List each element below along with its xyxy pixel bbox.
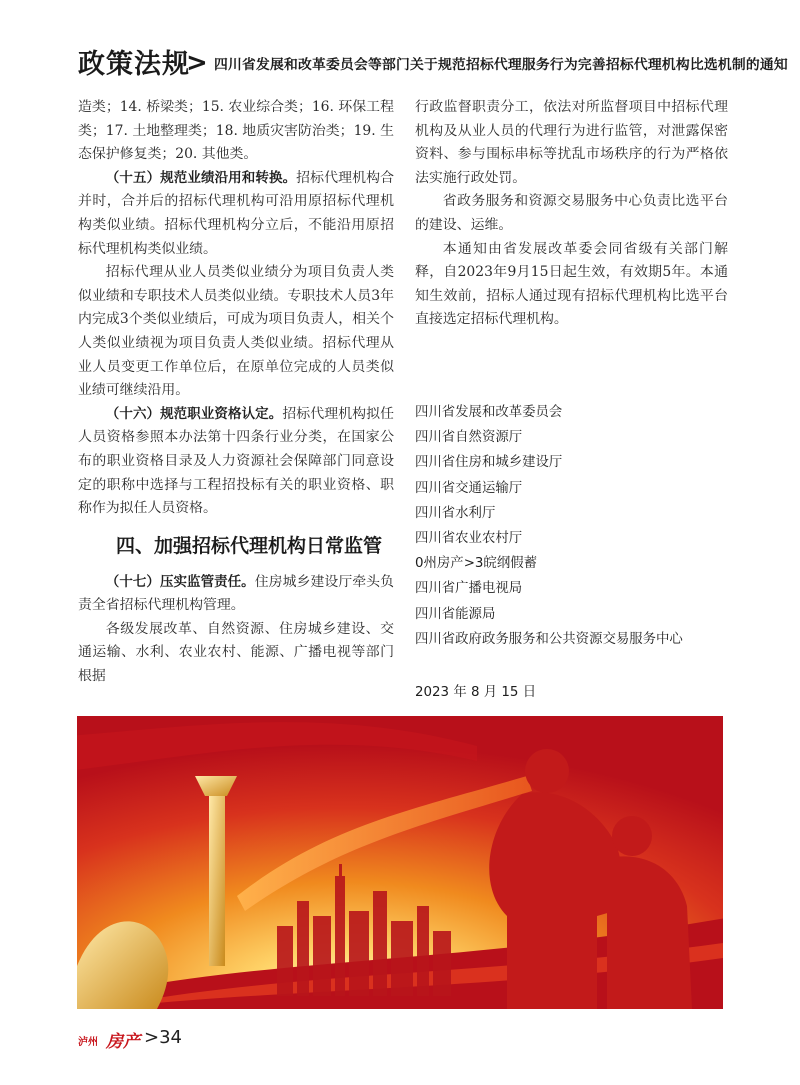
page-number: >34 [144, 1027, 182, 1048]
banner-illustration [77, 716, 723, 1009]
decorative-banner [77, 716, 723, 1009]
signatory: 四川省农业农村厅 [415, 531, 523, 547]
issue-date: 2023 年 8 月 15 日 [415, 685, 537, 700]
clause-15-heading: （十五）规范业绩沿用和转换。 [105, 169, 297, 186]
paragraph-performance: 招标代理从业人员类似业绩分为项目负责人类似业绩和专职技术人员类似业绩。专职技术人员3年内完成3个类似业绩后，可成为项目负责人，相关个人类似业绩视为项目负责人类似业绩。招标代理从业人员变更工作单位后，在原单位完成的人员类似业绩可继续沿用。 [78, 264, 394, 399]
paragraph-departments: 各级发展改革、自然资源、住房城乡建设、交通运输、水利、农业农村、能源、广播电视等部门根据 [78, 620, 394, 685]
paragraph-platform: 省政务服务和资源交易服务中心负责比选平台的建设、运维。 [415, 193, 728, 233]
magazine-brand-logo: 房产 [106, 1032, 140, 1052]
paragraph-17 [78, 571, 394, 618]
paragraph-16 [78, 403, 394, 521]
signatory: 四川省住房和城乡建设厅 [415, 455, 563, 471]
chevron-right-icon: > [186, 48, 208, 78]
signatory-list [415, 400, 755, 652]
paragraph-categories: 造类；14. 桥梁类；15. 农业综合类；16. 环保工程类；17. 土地整理类；18. 地质灾害防治类；19. 生态保护修复类；20. 其他类。 [78, 99, 394, 163]
signatory: 0州房产>3皖纲假蓄 [415, 556, 537, 572]
clause-15-text: 招标代理机构合并时，合并后的招标代理机构可沿用原招标代理机构类似业绩。招标代理机构分立后，不能沿用原招标代理机构类似业绩。 [78, 169, 394, 257]
left-column [78, 96, 394, 689]
document-title: 四川省发展和改革委员会等部门关于规范招标代理服务行为完善招标代理机构比选机制的通知 [214, 57, 788, 73]
signatory: 四川省广播电视局 [415, 581, 523, 597]
clause-16-text: 招标代理机构拟任人员资格参照本办法第十四条行业分类，在国家公布的职业资格目录及人力资源社会保障部门同意设定的职称中选择与工程招投标有关的职业资格、职称作为拟任人员资格。 [78, 405, 394, 517]
magazine-brand-city: 泸州 [78, 1037, 98, 1048]
right-column [415, 96, 728, 332]
signatory: 四川省能源局 [415, 606, 496, 622]
section-heading-4: 四、加强招标代理机构日常监管 [116, 534, 383, 557]
signatory: 四川省发展和改革委员会 [415, 405, 563, 420]
paragraph-effective: 本通知由省发展改革委会同省级有关部门解释，自2023年9月15日起生效，有效期5年。本通知生效前，招标人通过现有招标代理机构比选平台直接选定招标代理机构。 [415, 240, 728, 328]
signatory: 四川省水利厅 [415, 505, 496, 521]
page-header [78, 42, 788, 82]
clause-17-heading: （十七）压实监管责任。 [105, 573, 255, 590]
page-footer [78, 1026, 278, 1056]
paragraph-15 [78, 167, 394, 261]
ornamental-column [209, 796, 225, 966]
signatory: 四川省自然资源厅 [415, 430, 523, 446]
clause-16-heading: （十六）规范职业资格认定。 [105, 405, 283, 422]
signatory: 四川省政府政务服务和公共资源交易服务中心 [415, 631, 683, 647]
paragraph-supervision: 行政监督职责分工，依法对所监督项目中招标代理机构及从业人员的代理行为进行监管，对泄露保密资料、参与围标串标等扰乱市场秩序的行为严格依法实施行政处罚。 [415, 99, 728, 186]
signatory: 四川省交通运输厅 [415, 480, 523, 496]
clause-17-text: 住房城乡建设厅牵头负责全省招标代理机构管理。 [78, 573, 394, 614]
section-title: 政策法规 [78, 49, 190, 80]
